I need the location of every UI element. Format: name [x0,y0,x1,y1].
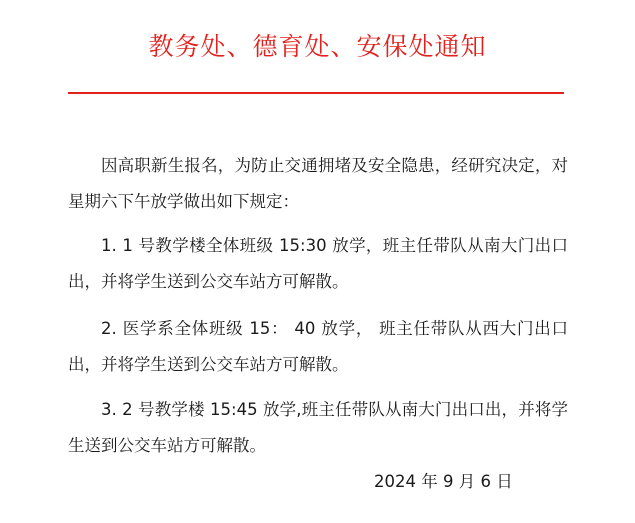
notice-title: 教务处、德育处、安保处通知 [148,32,487,61]
rule-item-2: 2. 医学系全体班级 15： 40 放学， 班主任带队从西大门出口出，并将学生送到公交车站方可解散。 [68,318,568,374]
rule-item-3: 3. 2 号教学楼 15:45 放学,班主任带队从南大门出口出，并将学生送到公交车站方可解散。 [68,399,568,455]
title-divider-line [68,92,564,94]
notice-date: 2024 年 9 月 6 日 [374,472,513,491]
notice-intro-paragraph: 因高职新生报名，为防止交通拥堵及安全隐患，经研究决定，对星期六下午放学做出如下规定： [68,155,568,211]
rule-item-1: 1. 1 号教学楼全体班级 15:30 放学，班主任带队从南大门出口出，并将学生送到公交车站方可解散。 [68,235,568,291]
